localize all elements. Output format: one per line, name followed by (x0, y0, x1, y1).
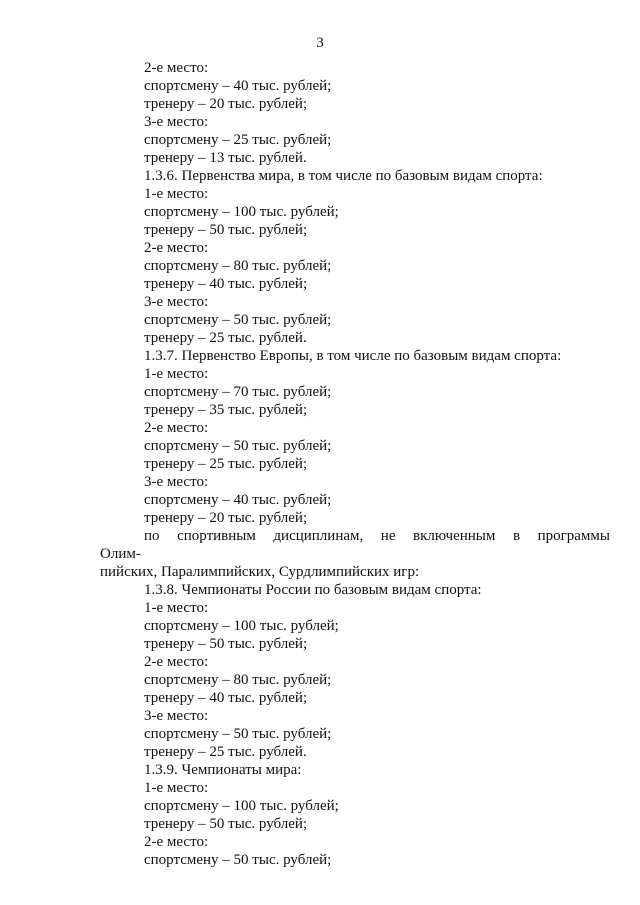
text-line: спортсмену – 40 тыс. рублей; (144, 78, 332, 94)
text-line: 1-е место: (144, 366, 209, 382)
text-line: 1-е место: (144, 780, 209, 796)
text-line: тренеру – 35 тыс. рублей; (144, 402, 308, 418)
text-line: 3-е место: (144, 708, 209, 724)
text-line: 2-е место: (144, 834, 209, 850)
page-number: 3 (316, 35, 324, 51)
text-line: спортсмену – 100 тыс. рублей; (144, 204, 339, 220)
text-line: спортсмену – 100 тыс. рублей; (144, 618, 339, 634)
text-line: тренеру – 40 тыс. рублей; (144, 690, 308, 706)
text-line: тренеру – 25 тыс. рублей. (144, 330, 307, 346)
text-line: тренеру – 25 тыс. рублей. (144, 744, 307, 760)
text-line: спортсмену – 40 тыс. рублей; (144, 492, 332, 508)
text-line: тренеру – 20 тыс. рублей; (144, 96, 308, 112)
text-line: спортсмену – 50 тыс. рублей; (144, 852, 332, 868)
text-line: тренеру – 13 тыс. рублей. (144, 150, 307, 166)
section-heading: 1.3.8. Чемпионаты России по базовым видам спорта: (144, 582, 482, 598)
text-line: 1-е место: (144, 186, 209, 202)
text-line: спортсмену – 50 тыс. рублей; (144, 726, 332, 742)
text-line: тренеру – 50 тыс. рублей; (144, 222, 308, 238)
section-heading: 1.3.9. Чемпионаты мира: (144, 762, 302, 778)
text-line: спортсмену – 100 тыс. рублей; (144, 798, 339, 814)
text-line: спортсмену – 25 тыс. рублей; (144, 132, 332, 148)
text-line: 2-е место: (144, 420, 209, 436)
text-line: 2-е место: (144, 60, 209, 76)
text-line: 2-е место: (144, 240, 209, 256)
text-line: спортсмену – 50 тыс. рублей; (144, 438, 332, 454)
document-body (100, 59, 610, 869)
text-line: тренеру – 20 тыс. рублей; (144, 510, 308, 526)
paragraph-line: по спортивным дисциплинам, не включенным в программы Олим- (100, 528, 610, 562)
text-line: 3-е место: (144, 294, 209, 310)
text-line: спортсмену – 80 тыс. рублей; (144, 258, 332, 274)
text-line: тренеру – 40 тыс. рублей; (144, 276, 308, 292)
text-line: 3-е место: (144, 114, 209, 130)
paragraph-line: пийских, Паралимпийских, Сурдлимпийских игр: (100, 564, 420, 580)
text-line: 1-е место: (144, 600, 209, 616)
text-line: спортсмену – 50 тыс. рублей; (144, 312, 332, 328)
text-line: тренеру – 50 тыс. рублей; (144, 816, 308, 832)
paragraph (100, 527, 610, 581)
section-heading: 1.3.6. Первенства мира, в том числе по базовым видам спорта: (144, 168, 543, 184)
text-line: тренеру – 50 тыс. рублей; (144, 636, 308, 652)
text-line: 3-е место: (144, 474, 209, 490)
text-line: спортсмену – 80 тыс. рублей; (144, 672, 332, 688)
text-line: спортсмену – 70 тыс. рублей; (144, 384, 332, 400)
section-heading: 1.3.7. Первенство Европы, в том числе по базовым видам спорта: (144, 348, 562, 364)
text-line: тренеру – 25 тыс. рублей; (144, 456, 308, 472)
text-line: 2-е место: (144, 654, 209, 670)
